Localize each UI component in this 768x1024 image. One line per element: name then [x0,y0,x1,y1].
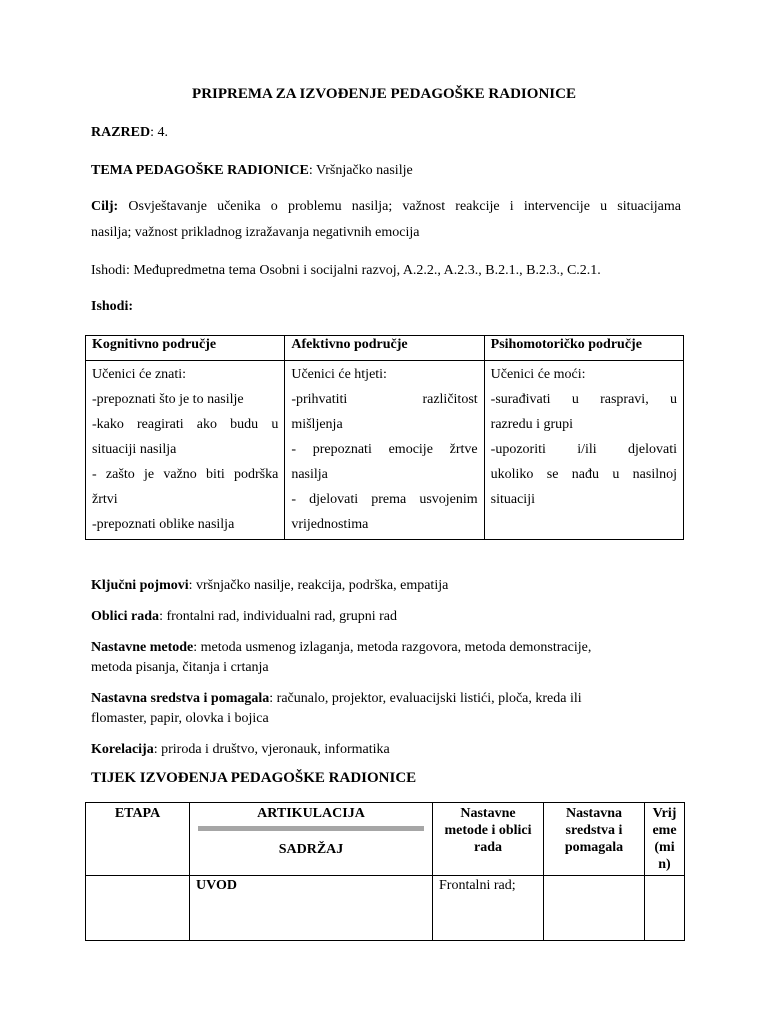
kljucni-label: Ključni pojmovi [91,578,189,593]
tema-label: TEMA PEDAGOŠKE RADIONICE [91,163,309,178]
ishodi-cell-kognitivno: Učenici će znati: -prepoznati što je to nasilje -kako reagirati ako budu u situaciji nasilja - zašto je važno biti podrška žrtvi -prepoznati oblike nasilja [86,361,285,540]
razred-value: : 4. [150,125,169,140]
sredstva-line-1: : računalo, projektor, evaluacijski listići, ploča, kreda ili [269,691,582,706]
cilj-paragraph [91,194,681,246]
ishodi-cell-afektivno: Učenici će htjeti: -prihvatiti različitost mišljenja - prepoznati emocije žrtve nasilja - djelovati prema usvojenim vrijednostima [285,361,484,540]
tema-line [91,161,681,181]
tijek-header-metode: Nastavne metode i oblici rada [433,803,544,876]
oblici-label: Oblici rada [91,609,160,624]
metode-label: Nastavne metode [91,640,194,655]
ishodi-table [85,335,684,540]
metode-line-2: metoda pisanja, čitanja i crtanja [91,660,269,675]
tijek-cell-metode: Frontalni rad; [433,876,544,941]
razred-label: RAZRED [91,125,151,140]
sadrzaj-label: SADRŽAJ [278,842,344,857]
cilj-line-2: nasilja; važnost prikladnog izražavanja negativnih emocija [91,225,420,240]
artikulacija-label: ARTIKULACIJA [257,806,365,821]
ishodi-header-afektivno: Afektivno područje [285,336,484,361]
grey-divider [198,826,424,831]
tijek-header-etapa: ETAPA [86,803,190,876]
ishodi-heading: Ishodi: [91,299,134,314]
cilj-label: Cilj: [91,199,119,214]
tijek-header-artikulacija [190,803,433,876]
razred-line [91,123,681,143]
ishodi-header-kognitivno: Kognitivno područje [86,336,285,361]
tijek-table [85,802,685,941]
nastavne-metode-paragraph [91,638,681,678]
ishodi-cell-psihomotoricko: Učenici će moći: -surađivati u raspravi, u razredu i grupi -upozoriti i/ili djelovati ukoliko se nađu u nasilnoj situaciji [484,361,683,540]
tijek-cell-etapa [86,876,190,941]
tema-value: : Vršnjačko nasilje [308,163,413,178]
page-title: PRIPREMA ZA IZVOĐENJE PEDAGOŠKE RADIONICE [192,86,576,102]
sredstva-line-2: flomaster, papir, olovka i bojica [91,711,269,726]
metode-line-1: : metoda usmenog izlaganja, metoda razgovora, metoda demonstracije, [193,640,592,655]
ishodi-header-psihomotoricko: Psihomotoričko područje [484,336,683,361]
oblici-value: : frontalni rad, individualni rad, grupni rad [159,609,398,624]
tijek-cell-sredstva [544,876,645,941]
korelacija-value: : priroda i društvo, vjeronauk, informatika [153,742,390,757]
kljucni-value: : vršnjačko nasilje, reakcija, podrška, empatija [188,578,449,593]
uvod-label: UVOD [196,878,237,893]
tijek-title: TIJEK IZVOĐENJA PEDAGOŠKE RADIONICE [91,770,417,786]
korelacija-line [91,740,681,760]
cilj-line-1: Osvještavanje učenika o problemu nasilja; važnost reakcije i intervencije u situacijama [118,199,681,214]
ishodi-line: Ishodi: Međupredmetna tema Osobni i socijalni razvoj, A.2.2., A.2.3., B.2.1., B.2.3., C.2.1. [91,263,601,278]
tijek-cell-vrijeme [645,876,685,941]
oblici-rada-line [91,607,681,627]
sredstva-label: Nastavna sredstva i pomagala [91,691,270,706]
tijek-header-vrijeme: Vrij eme (mi n) [645,803,685,876]
nastavna-sredstva-paragraph [91,689,681,729]
tijek-cell-sadrzaj [190,876,433,941]
korelacija-label: Korelacija [91,742,154,757]
tijek-header-sredstva: Nastavna sredstva i pomagala [544,803,645,876]
kljucni-pojmovi-line [91,576,681,596]
